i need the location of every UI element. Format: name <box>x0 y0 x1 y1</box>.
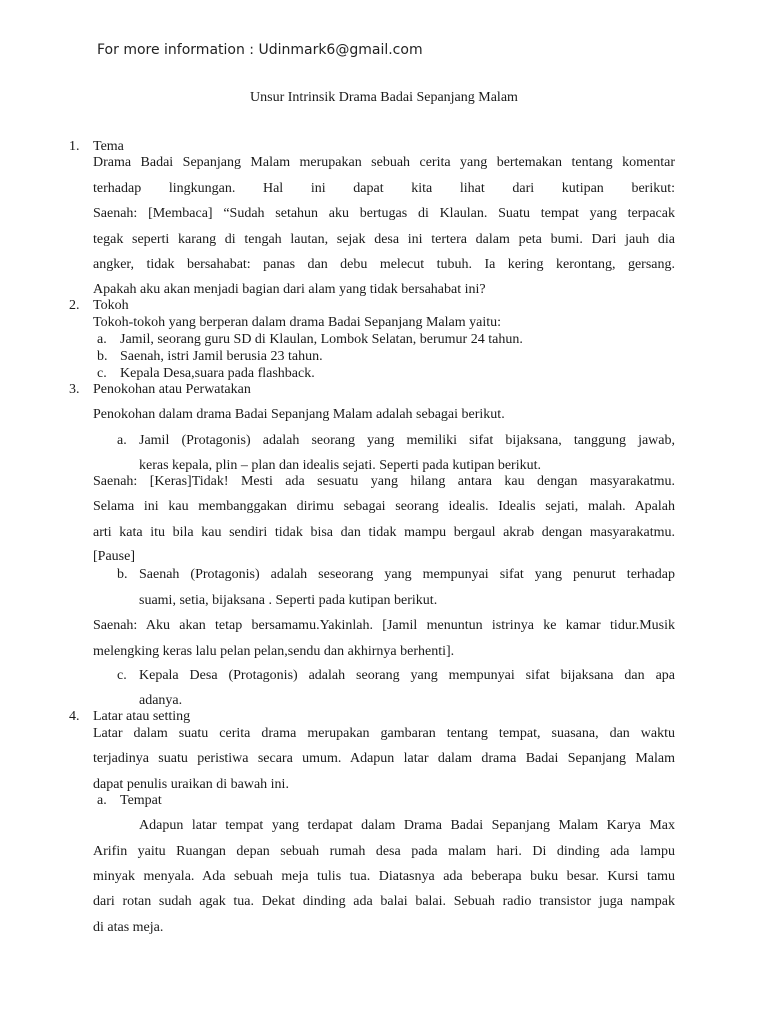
section-2-intro: Tokoh-tokoh yang berperan dalam drama Badai Sepanjang Malam yaitu: <box>93 315 502 330</box>
paragraph-line: Adapun latar tempat yang terdapat dalam Drama Badai Sepanjang Malam Karya Max <box>139 818 675 833</box>
list-item-marker: c. <box>117 668 127 683</box>
list-item-marker: c. <box>97 366 107 381</box>
list-item-text: Saenah (Protagonis) adalah seseorang yang mempunyai sifat yang penurut terhadap <box>139 567 675 582</box>
list-item-marker: b. <box>117 567 128 582</box>
section-4-heading: Latar atau setting <box>93 709 191 724</box>
paragraph-line: minyak menyala. Ada sebuah meja tulis tua. Diatasnya ada beberapa buku besar. Kursi tamu <box>93 869 675 884</box>
list-item-text: Saenah, istri Jamil berusia 23 tahun. <box>120 349 323 364</box>
section-3-number: 3. <box>69 382 80 397</box>
contact-header: For more information : Udinmark6@gmail.com <box>97 42 423 58</box>
list-item-text: suami, setia, bijaksana . Seperti pada kutipan berikut. <box>139 593 438 608</box>
list-item-text: Jamil, seorang guru SD di Klaulan, Lombok Selatan, berumur 24 tahun. <box>120 332 523 347</box>
list-item-marker: a. <box>117 433 127 448</box>
list-item-text: Kepala Desa,suara pada flashback. <box>120 366 315 381</box>
quote-line: Saenah: [Keras]Tidak! Mesti ada sesuatu yang hilang antara kau dengan masyarakatmu. <box>93 474 675 489</box>
section-1-line: tegak seperti karang di tengah lautan, sejak desa ini tertera dalam peta bumi. Dari jauh dia <box>93 232 675 247</box>
section-4-line: terjadinya suatu peristiwa secara umum. Adapun latar dalam drama Badai Sepanjang Malam <box>93 751 675 766</box>
list-item-marker: a. <box>97 332 107 347</box>
paragraph-line: Arifin yaitu Ruangan depan sebuah rumah desa pada malam hari. Di dinding ada lampu <box>93 844 675 859</box>
section-4-line: Latar dalam suatu cerita drama merupakan gambaran tentang tempat, suasana, dan waktu <box>93 726 675 741</box>
list-item-text: Tempat <box>120 793 162 808</box>
quote-line: Saenah: Aku akan tetap bersamamu.Yakinlah. [Jamil menuntun istrinya ke kamar tidur.Musik <box>93 618 675 633</box>
document-title: Unsur Intrinsik Drama Badai Sepanjang Malam <box>250 90 518 105</box>
list-item-text: Kepala Desa (Protagonis) adalah seorang yang mempunyai sifat bijaksana dan apa <box>139 668 675 683</box>
quote-line: [Pause] <box>93 549 135 564</box>
section-1-line: Drama Badai Sepanjang Malam merupakan sebuah cerita yang bertemakan tentang komentar <box>93 155 675 170</box>
section-1-line: terhadap lingkungan. Hal ini dapat kita lihat dari kutipan berikut: <box>93 181 675 196</box>
section-3-intro: Penokohan dalam drama Badai Sepanjang Malam adalah sebagai berikut. <box>93 407 505 422</box>
paragraph-line: di atas meja. <box>93 920 164 935</box>
section-4-line: dapat penulis uraikan di bawah ini. <box>93 777 289 792</box>
quote-line: arti kata itu bila kau sendiri tidak bisa dan tidak mampu bergaul akrab dengan masyarakatmu. <box>93 525 675 540</box>
paragraph-line: dari rotan sudah agak tua. Dekat dinding ada balai balai. Sebuah radio transistor juga nampak <box>93 894 675 909</box>
section-2-number: 2. <box>69 298 80 313</box>
quote-line: Selama ini kau membanggakan dirimu sebagai seorang idealis. Idealis sejati, malah. Apalah <box>93 499 675 514</box>
section-3-heading: Penokohan atau Perwatakan <box>93 382 251 397</box>
list-item-marker: a. <box>97 793 107 808</box>
list-item-marker: b. <box>97 349 108 364</box>
list-item-text: keras kepala, plin – plan dan idealis sejati. Seperti pada kutipan berikut. <box>139 458 541 473</box>
section-2-heading: Tokoh <box>93 298 129 313</box>
section-1-line: Saenah: [Membaca] “Sudah setahun aku bertugas di Klaulan. Suatu tempat yang terpacak <box>93 206 675 221</box>
list-item-text: adanya. <box>139 693 183 708</box>
section-1-line: angker, tidak bersahabat: panas dan debu melecut tubuh. Ia kering kerontang, gersang. <box>93 257 675 272</box>
section-1-line: Apakah aku akan menjadi bagian dari alam yang tidak bersahabat ini? <box>93 282 486 297</box>
section-1-heading: Tema <box>93 139 124 154</box>
list-item-text: Jamil (Protagonis) adalah seorang yang memiliki sifat bijaksana, tanggung jawab, <box>139 433 675 448</box>
quote-line: melengking keras lalu pelan pelan,sendu dan akhirnya berhenti]. <box>93 644 455 659</box>
section-1-number: 1. <box>69 139 80 154</box>
section-4-number: 4. <box>69 709 80 724</box>
